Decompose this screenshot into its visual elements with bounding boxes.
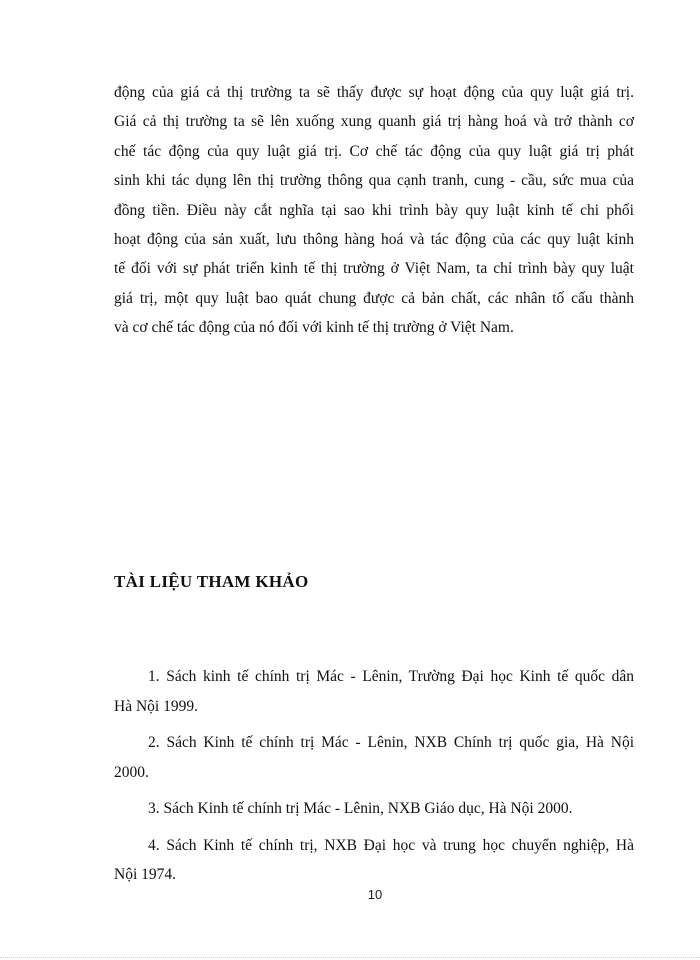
- paragraph-line: động của giá cả thị trường ta sẽ thấy được sự hoạt động của quy luật giá trị.: [114, 84, 634, 101]
- paragraph-line: và cơ chế tác động của nó đối với kinh tế thị trường ở Việt Nam.: [114, 319, 514, 337]
- reference-item: [114, 794, 634, 824]
- paragraph-line: Giá cả thị trường ta sẽ lên xuống xung quanh giá trị hàng hoá và trở thành cơ: [114, 113, 634, 131]
- reference-text-line: 2000.: [114, 763, 149, 781]
- paragraph-line: hoạt động của sản xuất, lưu thông hàng hoá và tác động của các quy luật kinh: [114, 231, 634, 249]
- reference-text-line: 4. Sách Kinh tế chính trị, NXB Đại học và trung học chuyển nghiệp, Hà: [148, 836, 634, 854]
- reference-text-line: 3. Sách Kinh tế chính trị Mác - Lênin, NXB Giáo dục, Hà Nội 2000.: [148, 800, 573, 817]
- reference-text-line: 1. Sách kinh tế chính trị Mác - Lênin, Trường Đại học Kinh tế quốc dân: [148, 668, 634, 685]
- reference-item: [114, 831, 634, 890]
- references-heading: TÀI LIỆU THAM KHẢO: [114, 572, 309, 591]
- paragraph-line: chế tác động của quy luật giá trị. Cơ chế tác động của quy luật giá trị phát: [114, 142, 634, 160]
- reference-item: [114, 662, 634, 721]
- body-paragraph: [114, 78, 634, 343]
- reference-text-line: 2. Sách Kinh tế chính trị Mác - Lênin, NXB Chính trị quốc gia, Hà Nội: [148, 734, 634, 751]
- paragraph-line: tế đối với sự phát triển kinh tế thị trường ở Việt Nam, ta chỉ trình bày quy luật: [114, 260, 634, 278]
- page-bottom-divider: [0, 957, 700, 958]
- reference-text-line: Hà Nội 1999.: [114, 697, 198, 715]
- reference-text-line: Nội 1974.: [114, 866, 176, 883]
- page-number: 10: [367, 887, 383, 902]
- paragraph-line: đồng tiền. Điều này cắt nghĩa tại sao khi trình bày quy luật kinh tế chi phối: [114, 201, 634, 219]
- paragraph-line: sinh khi tác dụng lên thị trường thông qua cạnh tranh, cung - cầu, sức mua của: [114, 172, 634, 190]
- reference-item: [114, 728, 634, 787]
- references-list: [114, 662, 634, 897]
- paragraph-line: giá trị, một quy luật bao quát chung được cả bản chất, các nhân tố cấu thành: [114, 289, 634, 307]
